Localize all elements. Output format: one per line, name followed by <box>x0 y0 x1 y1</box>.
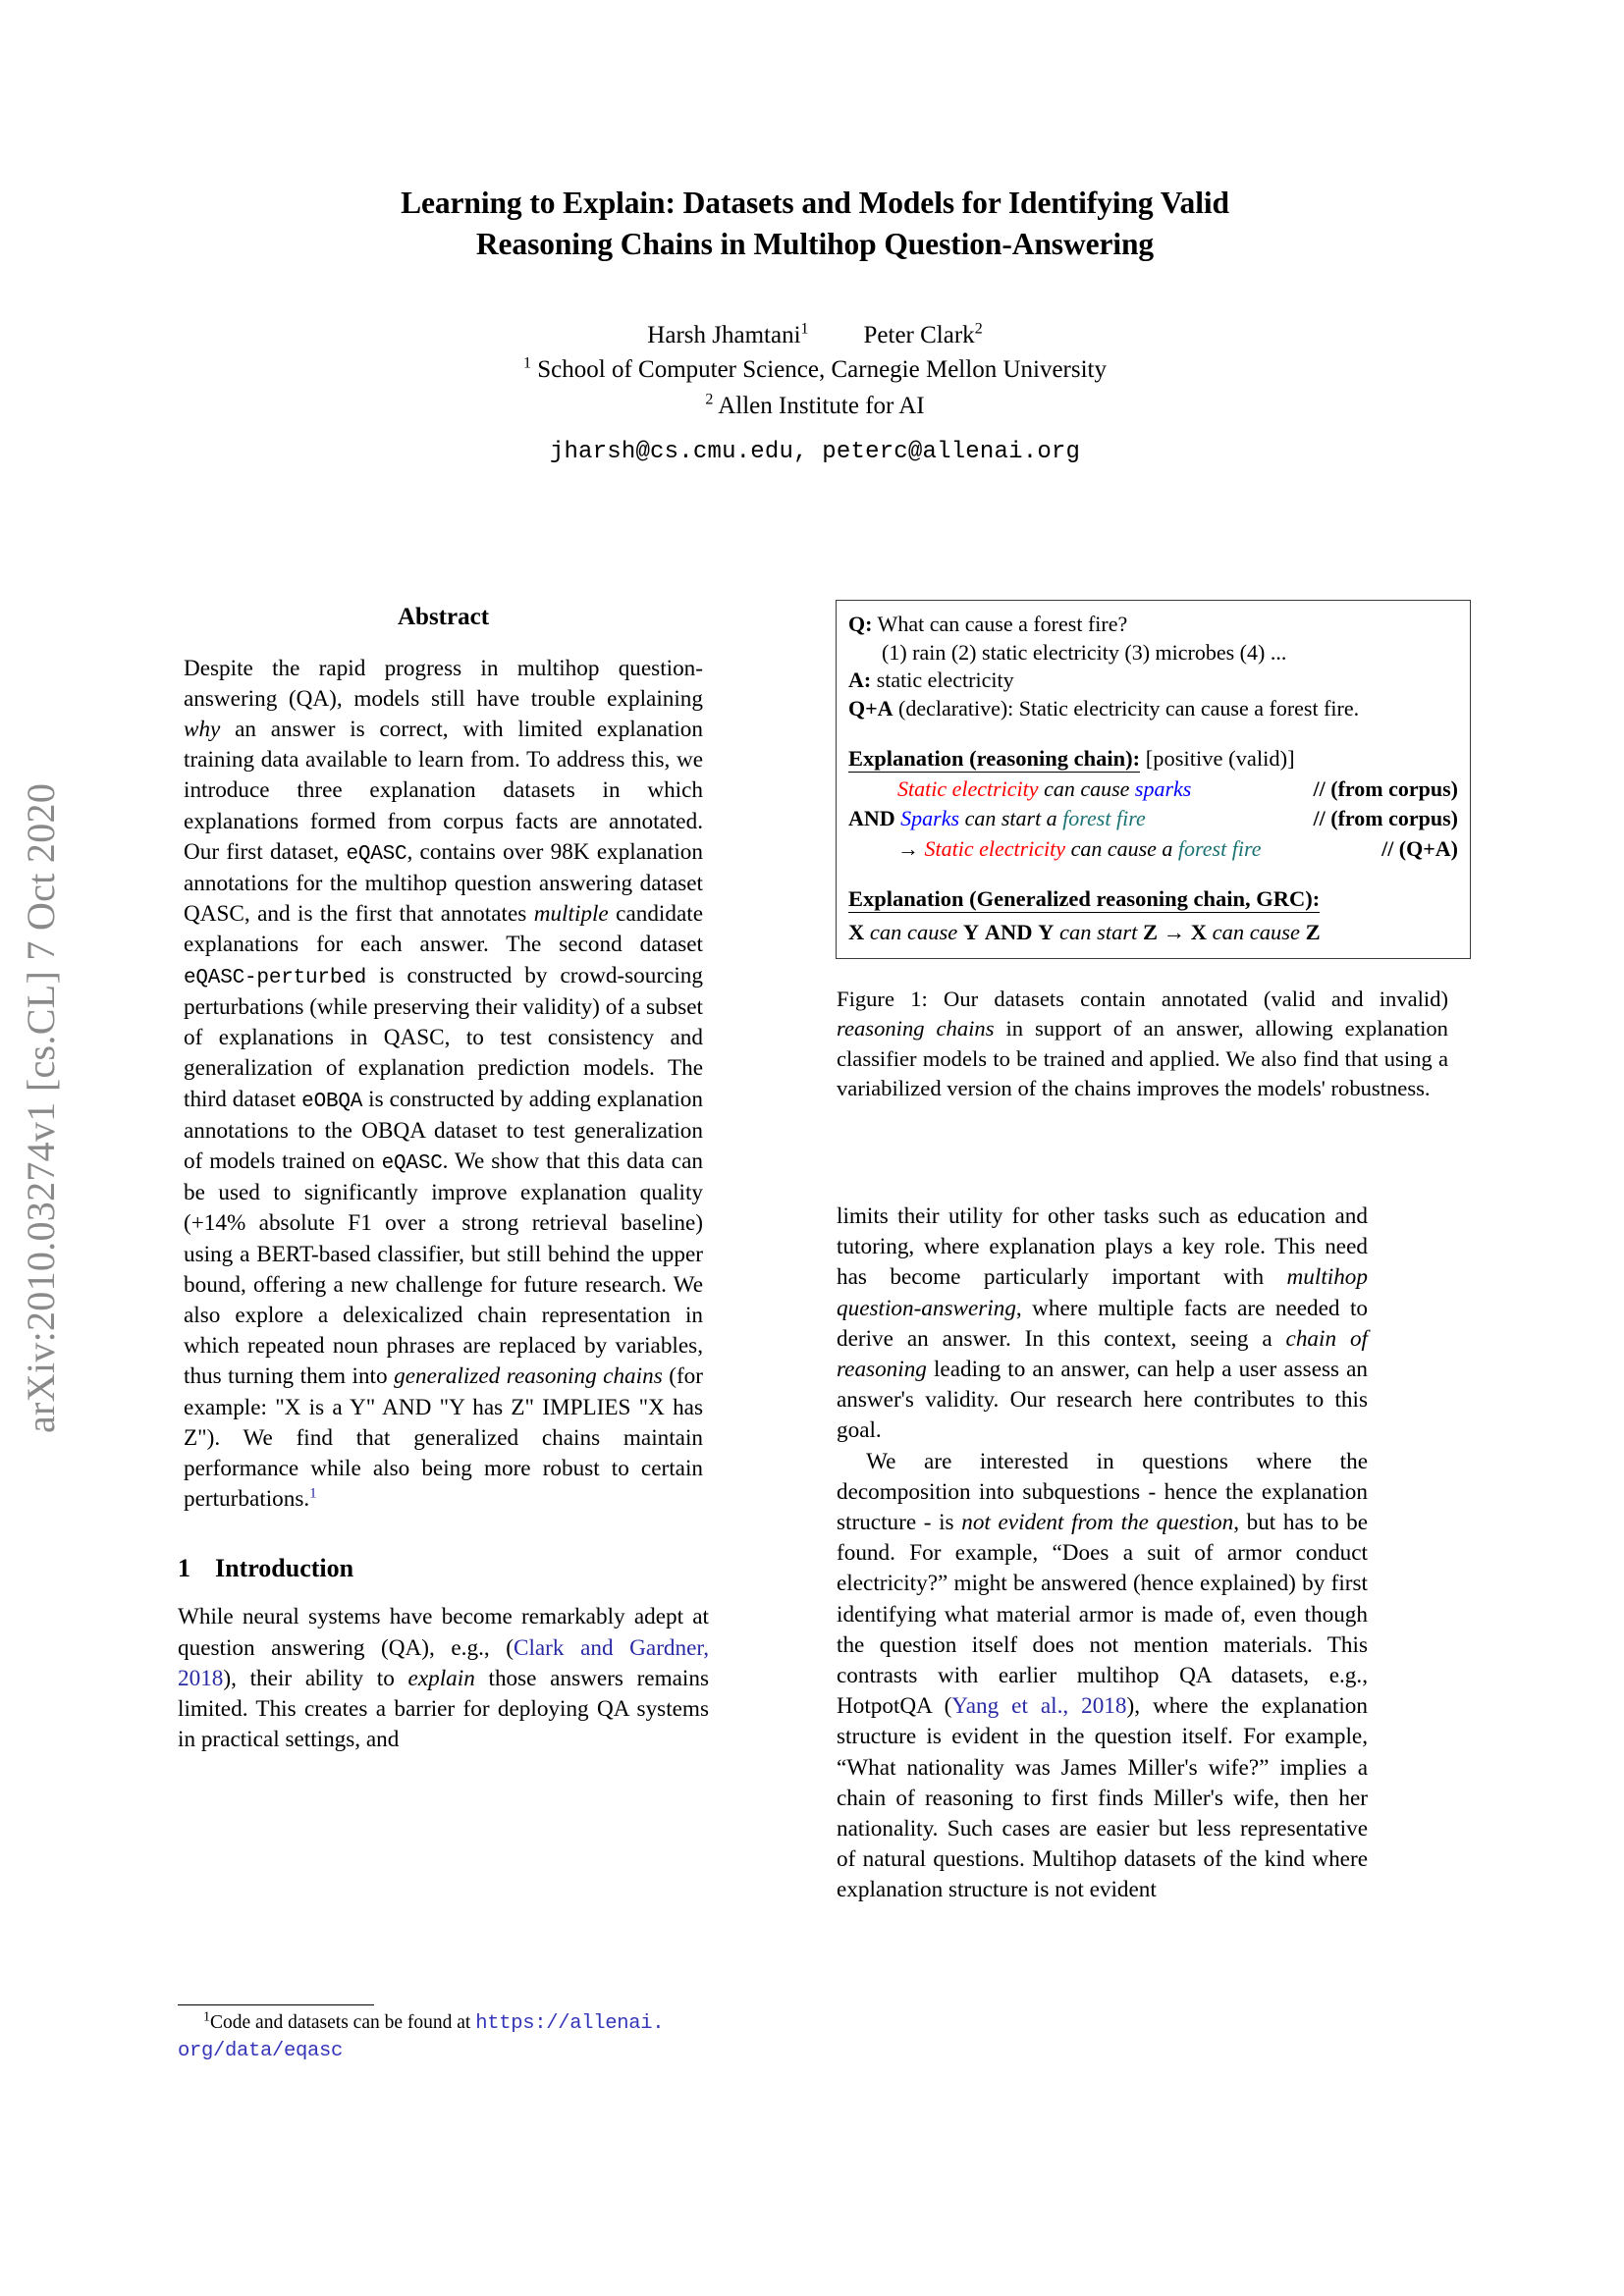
chain-3-comment <box>1381 835 1458 864</box>
figure-qa-label: Q+A <box>848 695 893 721</box>
chain-1-mid: can cause <box>1038 775 1135 801</box>
author-1-name: Harsh Jhamtani <box>647 321 801 348</box>
chain-2-seg1: Sparks <box>900 806 960 831</box>
chain-1-comment <box>1314 775 1458 804</box>
abstract-paragraph <box>184 654 703 1516</box>
chain-3-seg1: Static electricity <box>924 835 1066 861</box>
chain-1-seg1: Static electricity <box>897 775 1039 801</box>
affiliation-2-text: Allen Institute for AI <box>718 392 925 419</box>
chain-2-lead: AND <box>848 806 901 831</box>
affiliation-1-text: School of Computer Science, Carnegie Mellon University <box>537 356 1107 384</box>
right-emph-chain: chain of reasoning <box>837 1325 1368 1383</box>
footnote-rule <box>178 2004 374 2005</box>
right-text-5: , but has to be found. For example, “Does a suit of armor conduct electricity?” might be answered (hence explained) by first identifying what material armor is made of, even though the question itself does not mention materials. This contrasts with earlier multihop QA datasets, e.g., HotpotQA ( <box>837 1510 1368 1720</box>
author-1 <box>647 322 808 348</box>
author-1-marker: 1 <box>800 320 809 338</box>
right-column <box>837 1201 1368 1906</box>
figure-explanation-heading-bold: Explanation (reasoning chain): <box>848 746 1141 772</box>
footnote-url-line-2[interactable]: org/data/eqasc <box>178 2040 344 2063</box>
figure-question-line <box>848 611 1458 639</box>
section-number: 1 <box>178 1554 190 1583</box>
title-block <box>177 183 1453 469</box>
author-list <box>177 318 1453 469</box>
abstract-body <box>178 654 709 1516</box>
figure-caption-label: Figure 1: <box>837 987 928 1011</box>
figure-grc-heading <box>848 884 1458 913</box>
right-text-2: , where multiple facts are needed to derive an answer. In this context, seeing a <box>837 1295 1368 1352</box>
footnote <box>178 2010 709 2066</box>
chain-3-comment-text: // (Q+A) <box>1381 835 1458 861</box>
intro-emph-explain: explain <box>407 1665 475 1691</box>
chain-3-seg2: forest fire <box>1177 835 1262 861</box>
right-paragraph-1 <box>837 1201 1368 1447</box>
section-heading-introduction <box>178 1552 709 1586</box>
abstract-text-3: , contains over 98K explanation annotations for the multihop question answering dataset QASC, and is the first that annotates <box>184 838 703 928</box>
figure-grc-line: X can cause Y AND Y can start Z → X can cause Z <box>848 919 1321 944</box>
section-title: Introduction <box>215 1554 354 1583</box>
footnote-url-line-1[interactable]: https://allenai. <box>475 2012 665 2035</box>
abstract-text-2: an answer is correct, with limited explanation training data available to learn from. To address this, we introduce three explanation datasets in which explanations formed from corpus facts are annotated. Our first dataset, <box>184 717 703 865</box>
chain-2-seg2: forest fire <box>1062 806 1146 831</box>
dataset-name-eqasc-2: eQASC <box>381 1151 443 1175</box>
figure-a-label: A: <box>848 667 872 693</box>
chain-row <box>848 805 1458 833</box>
arxiv-stamp: arXiv:2010.03274v1 [cs.CL] 7 Oct 2020 <box>19 782 63 1433</box>
right-text-4: We are interested in questions where the decomposition into subquestions - hence the explanation structure - is <box>837 1448 1368 1536</box>
intro-text-3: those answers remains limited. This creates a barrier for deploying QA systems in practical settings, and <box>178 1665 709 1753</box>
figure-q-label: Q: <box>848 612 873 636</box>
abstract-text-5: is constructed by crowd-sourcing perturbations (while preserving their validity) of a subset of explanations in QASC, to test consistency and generalization of explanation prediction models. The third dataset <box>184 962 703 1112</box>
chain-3-body <box>925 835 1373 864</box>
abstract-emph-multiple: multiple <box>533 901 609 928</box>
abstract-text-6: is constructed by adding explanation annotations to the OBQA dataset to test generalization of models trained on <box>184 1086 703 1174</box>
figure-explanation-heading <box>848 744 1458 773</box>
dataset-name-eqasc: eQASC <box>346 842 407 866</box>
dataset-name-eobqa: eOBQA <box>301 1090 363 1113</box>
abstract-heading: Abstract <box>397 604 490 630</box>
dataset-name-eqasc-perturbed: eQASC-perturbed <box>184 966 367 989</box>
footnote-text: Code and datasets can be found at <box>210 2012 476 2033</box>
chain-row <box>848 775 1458 804</box>
chain-3-mid: can cause a <box>1065 835 1178 861</box>
citation-clark-gardner[interactable]: Clark and Gardner, 2018 <box>178 1634 709 1691</box>
paper-title-line-1: Learning to Explain: Datasets and Models for Identifying Valid <box>401 186 1229 220</box>
figure-1-box <box>836 600 1471 959</box>
figure-1-caption <box>837 985 1448 1104</box>
figure-qa-line <box>848 695 1458 723</box>
left-column <box>178 601 709 1755</box>
right-text-3: leading to an answer, can help a user assess an answer's validity. Our research here contributes to this goal. <box>837 1357 1368 1444</box>
right-text-6: ), where the explanation structure is evident in the question itself. For example, “What nationality was James Miller's wife?” implies a chain of reasoning to first finds Miller's wife, then her nationality. Such cases are easier but less representative of natural questions. Multihop datasets of the kind where explanation structure is not evident <box>837 1693 1368 1903</box>
figure-caption-emph: reasoning chains <box>837 1016 995 1041</box>
abstract-text-4: candidate explanations for each answer. The second dataset <box>184 901 703 958</box>
chain-1-comment-text: // (from corpus) <box>1313 775 1458 801</box>
affiliation-1-marker: 1 <box>523 354 531 372</box>
figure-caption-text-b: in support of an answer, allowing explanation classifier models to be trained and applied. We also find that using a variabilized version of the chains improves the models' robustness. <box>837 1016 1448 1101</box>
author-2-marker: 2 <box>974 320 983 338</box>
paper-title-line-2: Reasoning Chains in Multihop Question-Answering <box>475 226 1155 261</box>
intro-text-2: ), their ability to <box>223 1665 408 1691</box>
intro-paragraph <box>178 1602 709 1755</box>
author-2 <box>864 322 983 348</box>
abstract-emph-why: why <box>184 717 221 743</box>
footnote-marker: 1 <box>203 2009 210 2025</box>
figure-grc-heading-text: Explanation (Generalized reasoning chain, GRC): <box>848 886 1321 912</box>
figure-caption-text-a: Our datasets contain annotated (valid and invalid) <box>927 987 1448 1011</box>
chain-row <box>848 835 1458 864</box>
chain-2-comment <box>1314 805 1458 833</box>
chain-3-lead: → <box>897 835 925 861</box>
chain-1-body <box>897 775 1304 804</box>
author-2-name: Peter Clark <box>863 321 975 348</box>
abstract-text-1: Despite the rapid progress in multihop question-answering (QA), models still have trouble explaining <box>184 655 703 712</box>
chain-2-comment-text: // (from corpus) <box>1313 806 1458 831</box>
right-emph-not-evident: not evident from the question <box>961 1510 1234 1536</box>
chain-2-body <box>900 805 1303 833</box>
abstract-text-7: . We show that this data can be used to significantly improve explanation quality (+14% absolute F1 over a strong retrieval baseline) using a BERT-based classifier, but still behind the upper bound, offering a new challenge for future research. We also explore a delexicalized chain representation in which repeated noun phrases are replaced by variables, thus turning them into <box>184 1148 703 1390</box>
figure-explanation-heading-tail: [positive (valid)] <box>1140 746 1295 772</box>
affiliation-2 <box>177 389 1453 424</box>
abstract-emph-grc: generalized reasoning chains <box>394 1363 663 1390</box>
figure-q-text: What can cause a forest fire? <box>872 612 1128 636</box>
right-text-1: limits their utility for other tasks such as education and tutoring, where explanation plays a key role. This need has become particularly important with <box>837 1203 1368 1291</box>
right-emph-multihop: multihop question-answering <box>837 1264 1368 1321</box>
author-emails: jharsh@cs.cmu.edu, peterc@allenai.org <box>549 438 1081 465</box>
abstract-text-8: (for example: "X is a Y" AND "Y has Z" IMPLIES "X has Z"). We find that generalized chains maintain performance while also being more robust to certain perturbations. <box>184 1363 703 1513</box>
affiliation-1 <box>177 352 1453 388</box>
figure-question-options: (1) rain (2) static electricity (3) microbes (4) ... <box>882 639 1287 665</box>
figure-qa-text: (declarative): Static electricity can cause a forest fire. <box>893 695 1360 721</box>
figure-answer-line <box>848 667 1458 695</box>
page-title <box>177 183 1453 265</box>
affiliation-2-marker: 2 <box>705 391 714 408</box>
footnote-reference[interactable]: 1 <box>309 1485 317 1502</box>
intro-text-1: While neural systems have become remarkably adept at question answering (QA), e.g., ( <box>178 1604 709 1661</box>
chain-1-seg2: sparks <box>1134 775 1192 801</box>
citation-yang-et-al[interactable]: Yang et al., 2018 <box>951 1693 1127 1720</box>
figure-a-text: static electricity <box>871 667 1014 693</box>
chain-2-mid: can start a <box>959 806 1063 831</box>
right-paragraph-2 <box>837 1447 1368 1906</box>
